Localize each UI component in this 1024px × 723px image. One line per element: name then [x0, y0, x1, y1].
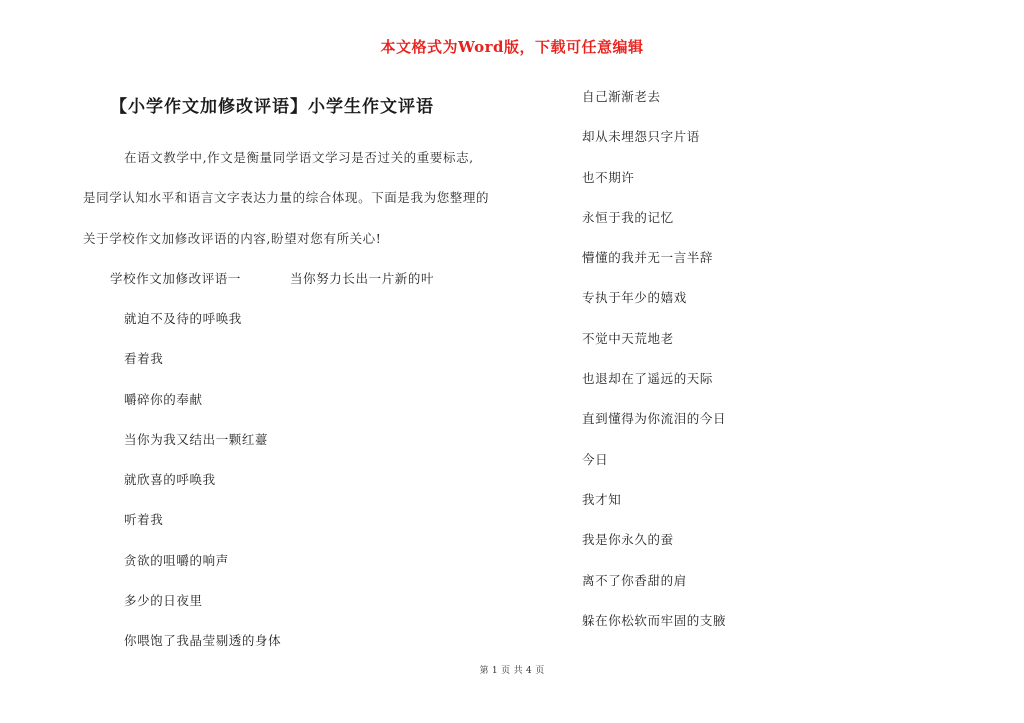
poem-line: 躲在你松软而牢固的支腋: [582, 612, 727, 628]
page-number-footer: 第 1 页 共 4 页: [479, 666, 545, 676]
poem-line: 我才知: [582, 491, 622, 507]
poem-line: 离不了你香甜的肩: [582, 572, 687, 588]
poem-line: 看着我: [124, 351, 164, 367]
section-label: 学校作文加修改评语一: [110, 271, 242, 286]
poem-line: 不觉中天荒地老: [582, 330, 674, 346]
poem-line: 嚼碎你的奉献: [124, 391, 203, 407]
poem-line: 专执于年少的嬉戏: [582, 290, 687, 306]
intro-line-1: 在语文教学中,作文是衡量同学语文学习是否过关的重要标志,: [124, 150, 474, 165]
poem-line: 也退却在了遥远的天际: [582, 371, 714, 387]
poem-left-column: [124, 309, 281, 672]
poem-line: 就迫不及待的呼唤我: [124, 311, 242, 326]
poem-line: 就欣喜的呼唤我: [124, 472, 216, 488]
poem-line: 永恒于我的记忆: [582, 209, 674, 225]
download-banner: 本文格式为Word版，下载可任意编辑: [380, 38, 644, 56]
poem-line: 自己渐渐老去: [582, 89, 661, 104]
intro-line-2: 是同学认知水平和语言文字表达力量的综合体现。下面是我为您整理的: [83, 190, 490, 205]
poem-line: 听着我: [124, 512, 164, 528]
poem-line: 贪欲的咀嚼的响声: [124, 552, 229, 568]
poem-line: 当你为我又结出一颗红薹: [124, 431, 269, 447]
poem-line: 却从未埋怨只字片语: [582, 129, 700, 145]
poem-line: 我是你永久的蚕: [582, 532, 674, 548]
poem-line: 你喂饱了我晶莹剔透的身体: [124, 633, 282, 649]
poem-first-line: 当你努力长出一片新的叶: [290, 271, 435, 286]
poem-line: 今日: [582, 451, 609, 467]
poem-line: 多少的日夜里: [124, 593, 203, 609]
document-title: 【小学作文加修改评语】小学生作文评语: [110, 97, 434, 117]
intro-line-3: 关于学校作文加修改评语的内容,盼望对您有所关心!: [83, 231, 382, 246]
poem-line: 懵懂的我并无一言半辞: [582, 250, 714, 266]
poem-line: 直到懂得为你流泪的今日: [582, 411, 727, 427]
poem-line: 也不期许: [582, 169, 635, 185]
poem-right-column: [582, 87, 726, 651]
